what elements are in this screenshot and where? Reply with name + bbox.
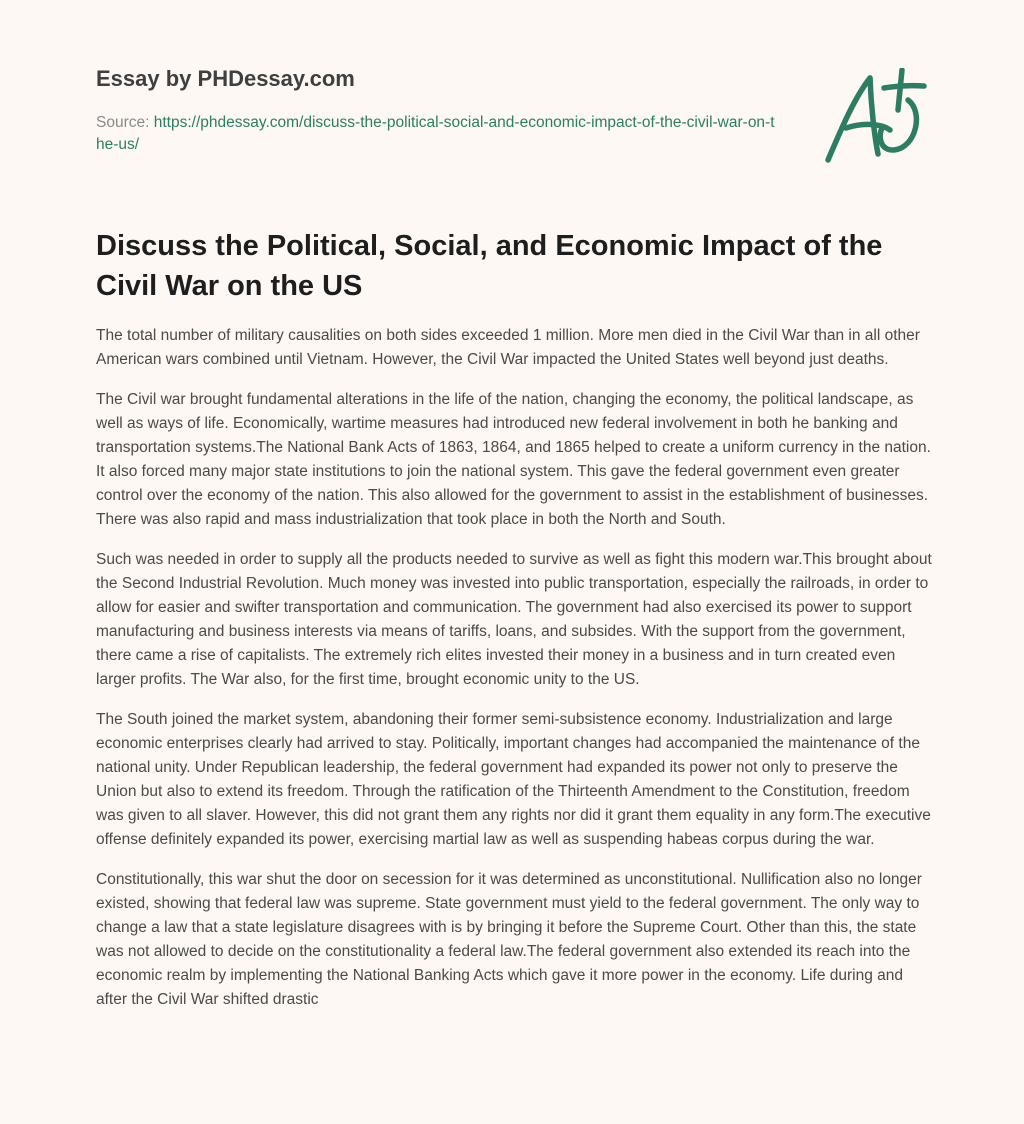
essay-paragraph: Constitutionally, this war shut the door on secession for it was determined as unconstitutional. Nullification also no longer existed, showing that federal law was supreme. State government must yield to the federal government. The only way to change a law that a state legislature disagrees with is by bringing it before the Supreme Court. Other than this, the state was not allowed to decide on the constitutionality a federal law.The federal government also extended its reach into the economic realm by implementing the National Banking Acts which gave it more power in the economy. Life during and after the Civil War shifted drastic — [96, 871, 922, 1008]
site-title: Essay by PHDessay.com — [96, 66, 355, 91]
essay-body — [96, 324, 932, 1028]
essay-paragraph: The Civil war brought fundamental alterations in the life of the nation, changing the economy, the political landscape, as well as ways of life. Economically, wartime measures had introduced new federal involvement in both he banking and transportation systems.The National Bank Acts of 1863, 1864, and 1865 helped to create a uniform currency in the nation. It also forced many major state institutions to join the national system. This gave the federal government even greater control over the economy of the nation. This also allowed for the government to assist in the establishment of businesses. There was also rapid and mass industrialization that took place in both the North and South. — [96, 391, 931, 528]
source-link[interactable]: https://phdessay.com/discuss-the-political-social-and-economic-impact-of-the-civil-war-on-the-us/ — [96, 114, 775, 153]
essay-paragraph: The total number of military causalities on both sides exceeded 1 million. More men died in the Civil War than in all other American wars combined until Vietnam. However, the Civil War impacted the United States well beyond just deaths. — [96, 327, 920, 368]
essay-title: Discuss the Political, Social, and Economic Impact of the Civil War on the US — [96, 230, 883, 302]
source-label: Source: — [96, 114, 154, 131]
essay-paragraph: Such was needed in order to supply all the products needed to survive as well as fight this modern war.This brought about the Second Industrial Revolution. Much money was invested into public transportation, especially the railroads, in order to allow for easier and swifter transportation and communication. The government had also exercised its power to support manufacturing and business interests via means of tariffs, loans, and subsides. With the support from the government, there came a rise of capitalists. The extremely rich elites invested their money in a business and in turn created even larger profits. The War also, for the first time, brought economic unity to the US. — [96, 551, 932, 688]
essay-paragraph: The South joined the market system, abandoning their former semi-subsistence economy. Industrialization and large economic enterprises clearly had arrived to stay. Politically, important changes had accompanied the maintenance of the national unity. Under Republican leadership, the federal government had expanded its power not only to preserve the Union but also to extend its freedom. Through the ratification of the Thirteenth Amendment to the Constitution, freedom was given to all slaver. However, this did not grant them any rights nor did it grant them equality in any form.The executive offense definitely expanded its power, exercising martial law as well as suspending habeas corpus during the war. — [96, 711, 931, 848]
a-plus-logo-icon — [824, 68, 928, 168]
source-line — [96, 112, 776, 156]
